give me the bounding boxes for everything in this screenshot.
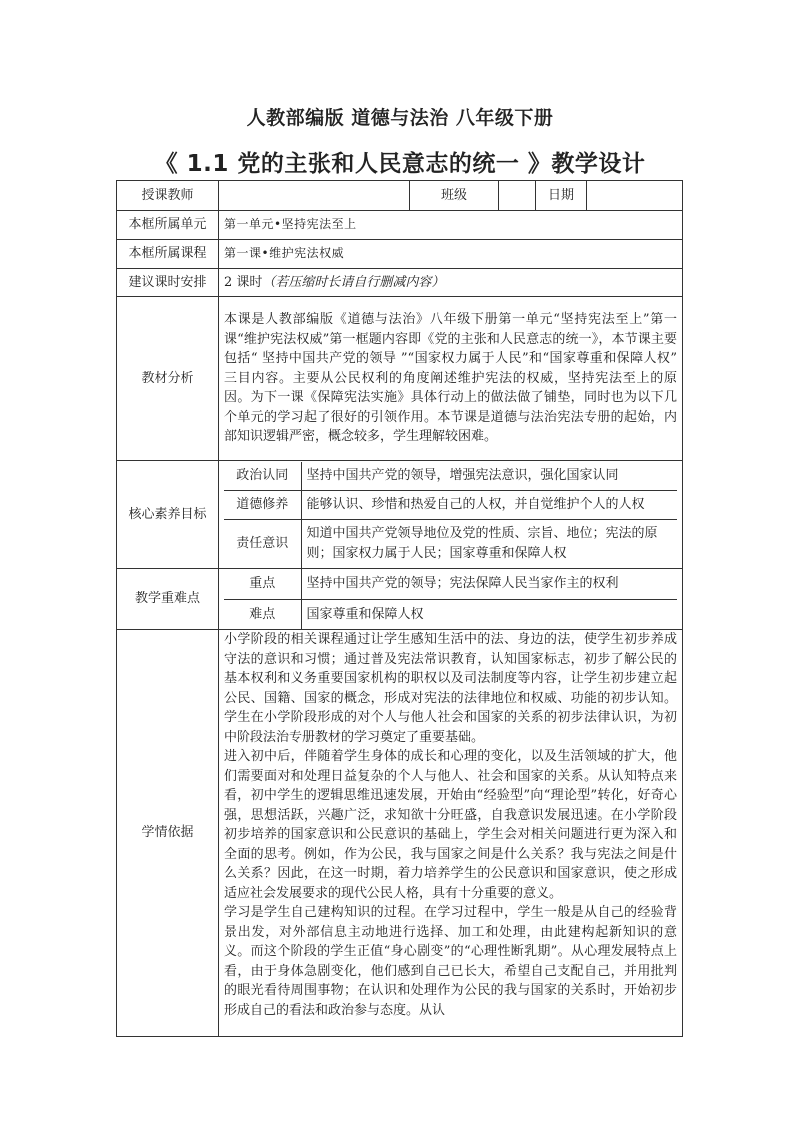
learner-paragraph: 学习是学生自己建构知识的过程。在学习过程中，学生一般是从自己的经验背景出发，对外部信息主动地进行选择、加工和处理，由此建构起新知识的意义。而这个阶段的学生正值“身心剧变”的“心理性断乳期”。从心理发展特点上看，由于身体急剧变化，他们感到自己已长大，希望自己支配自己，并用批判的眼光看待周围事物；在认识和处理作为公民的我与国家的关系时，开始初步形成自己的看法和政治参与态度。从认 [224, 905, 677, 1018]
literacy-row [117, 461, 683, 569]
literacy-item-text: 坚持中国共产党的领导，增强宪法意识，强化国家认同 [301, 462, 677, 491]
literacy-label: 核心素养目标 [117, 461, 219, 569]
unit-value: 第一单元•坚持宪法至上 [219, 211, 683, 240]
keypoint-item-name: 难点 [224, 599, 301, 629]
learner-label: 学情依据 [117, 630, 219, 1037]
keypoints-table [224, 569, 677, 629]
textbook-row [117, 297, 683, 461]
literacy-item [224, 462, 677, 491]
hours-value: 2 课时 [224, 274, 263, 290]
date-value [587, 181, 683, 211]
keypoints-cell [219, 569, 683, 630]
literacy-item-name: 政治认同 [224, 462, 301, 491]
literacy-table [224, 462, 677, 568]
class-label: 班级 [410, 181, 499, 211]
learner-text-cell [219, 630, 683, 1037]
learner-paragraph: 小学阶段的相关课程通过让学生感知生活中的法、身边的法，使学生初步养成守法的意识和习惯；通过普及宪法常识教育，认知国家标志，初步了解公民的基本权利和义务重要国家机构的职权以及司法制度等内容，让学生初步建立起公民、国籍、国家的概念，形成对宪法的法律地位和权威、功能的初步认知。学生在小学阶段形成的对个人与他人社会和国家的关系的初步法律认识，为初中阶段法治专册教材的学习奠定了重要基础。 [224, 632, 677, 745]
date-label: 日期 [536, 181, 587, 211]
keypoint-item-name: 重点 [224, 569, 301, 599]
literacy-item-name: 责任意识 [224, 520, 301, 568]
teacher-value [219, 181, 410, 211]
keypoint-item-text: 坚持中国共产党的领导；宪法保障人民当家作主的权利 [301, 569, 677, 599]
textbook-label: 教材分析 [117, 297, 219, 461]
unit-row [117, 211, 683, 240]
keypoint-item [224, 569, 677, 599]
literacy-item-text: 知道中国共产党领导地位及党的性质、宗旨、地位；宪法的原则；国家权力属于人民；国家尊重和保障人权 [301, 520, 677, 568]
literacy-item [224, 520, 677, 568]
learner-paragraph: 进入初中后，伴随着学生身体的成长和心理的变化，以及生活领域的扩大，他们需要面对和处理日益复杂的个人与他人、社会和国家的关系。从认知特点来看，初中学生的逻辑思维迅速发展，开始由“经验型”向“理论型”转化，好奇心强，思想活跃，兴趣广泛，求知欲十分旺盛，自我意识发展迅速。在小学阶段初步培养的国家意识和公民意识的基础上，学生会对相关问题进行更为深入和全面的思考。例如，作为公民，我与国家之间是什么关系？我与宪法之间是什么关系？因此，在这一时期，着力培养学生的公民意识和国家意识，使之形成适应社会发展要求的现代公民人格，具有十分重要的意义。 [224, 749, 677, 901]
hours-value-cell [219, 269, 683, 297]
literacy-cell [219, 461, 683, 569]
hours-note: （若压缩时长请自行删减内容） [262, 274, 445, 290]
keypoint-item-text: 国家尊重和保障人权 [301, 599, 677, 629]
lesson-row [117, 240, 683, 269]
document-subtitle: 人教部编版 道德与法治 八年级下册 [246, 107, 554, 129]
literacy-item-name: 道德修养 [224, 491, 301, 520]
lesson-value: 第一课•维护宪法权威 [219, 240, 683, 269]
hours-label: 建议课时安排 [117, 269, 219, 297]
class-value [499, 181, 536, 211]
hours-row [117, 269, 683, 297]
unit-label: 本框所属单元 [117, 211, 219, 240]
keypoints-row [117, 569, 683, 630]
literacy-item-text: 能够认识、珍惜和热爱自己的人权，并自觉维护个人的人权 [301, 491, 677, 520]
textbook-text: 本课是人教部编版《道德与法治》八年级下册第一单元“坚持宪法至上”第一课“维护宪法权威”第一框题内容即《党的主张和人民意志的统一》，本节课主要包括“ 坚持中国共产党的领导 ”“国家权力属于人民”和“国家尊重和保障人权” 三目内容。主要从公民权利的角度阐述维护宪法的权威，坚持宪法至上的原因。为下一课《保障宪法实施》具体行动上的做法做了铺垫，同时也为以下几个单元的学习起了很好的引领作用。本节课是道德与法治宪法专册的起始，内部知识逻辑严密，概念较多，学生理解较困难。 [219, 297, 683, 461]
document-title: 《 1.1 党的主张和人民意志的统一 》教学设计 [154, 151, 646, 177]
info-row [117, 181, 683, 211]
lesson-label: 本框所属课程 [117, 240, 219, 269]
lesson-plan-table [116, 180, 683, 1037]
learner-row [117, 630, 683, 1037]
literacy-item [224, 491, 677, 520]
keypoint-item [224, 599, 677, 629]
keypoints-label: 教学重难点 [117, 569, 219, 630]
teacher-label: 授课教师 [117, 181, 219, 211]
